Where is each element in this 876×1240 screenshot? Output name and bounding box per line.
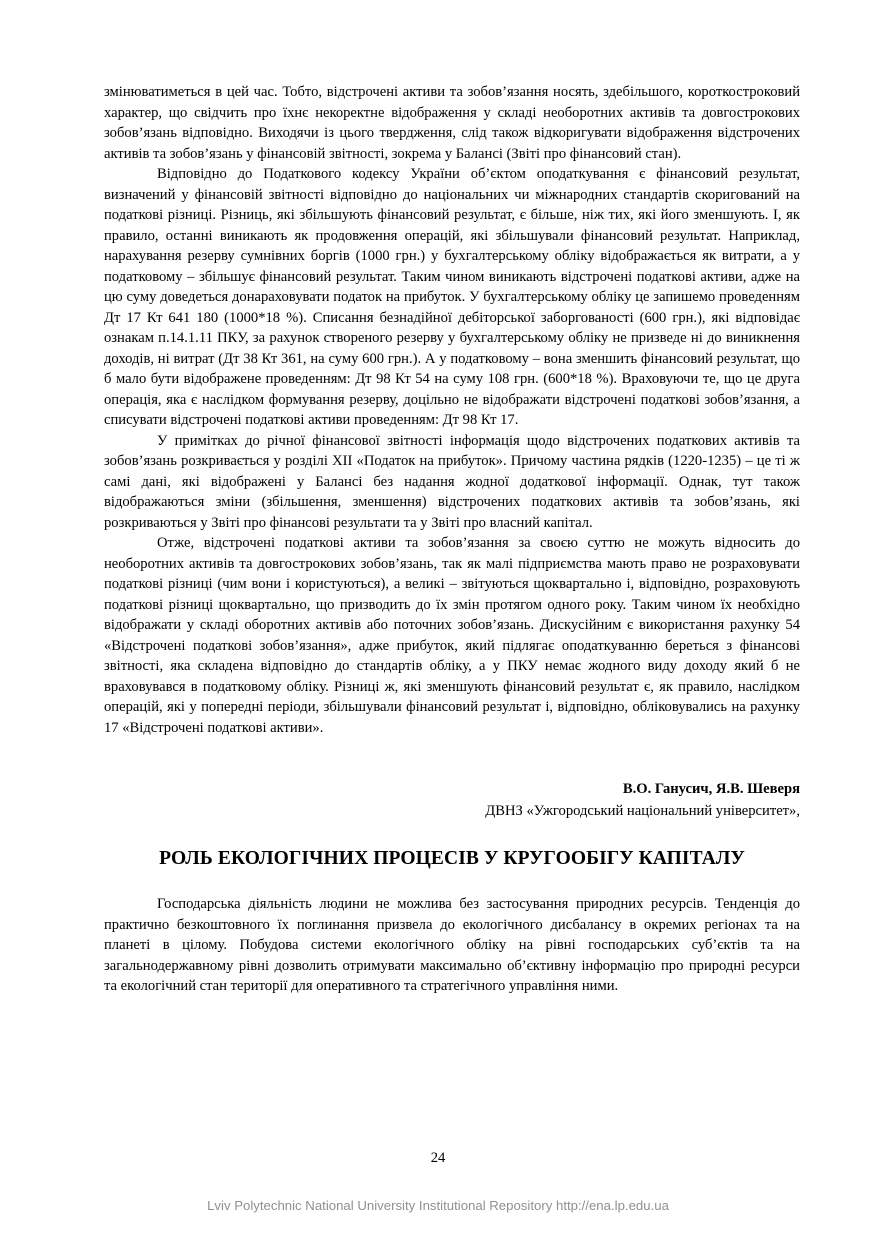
article-paragraph: Господарська діяльність людини не можлива без застосування природних ресурсів. Тенденція до практично безкоштовного їх поглинання призвела до екологічного дисбалансу в окремих регіонах та на планеті в цілому. Побудова системи екологічного обліку на рівні господарських суб’єктів та на загальнодержавному рівні дозволить отримувати максимально об’єктивну інформацію про природні ресурси та екологічний стан території для оперативного та стратегічного управління ними. (104, 896, 800, 994)
page-number: 24 (430, 1150, 446, 1166)
author-block (104, 778, 800, 822)
article-title: РОЛЬ ЕКОЛОГІЧНИХ ПРОЦЕСІВ У КРУГООБІГУ КАПІТАЛУ (159, 848, 745, 869)
author-names: В.О. Ганусич, Я.В. Шеверя (622, 781, 800, 797)
page-body (104, 82, 800, 997)
paragraph-continuation: змінюватиметься в цей час. Тобто, відстрочені активи та зобов’язання носять, здебільшого, короткостроковий характер, що свідчить про їхнє некоректне відображення у складі необоротних активів та довгострокових зобов’язань відповідно. Виходячи із цього твердження, слід також відкоригувати відображення відстрочених активів та зобов’язань у фінансовій звітності, зокрема у Балансі (Звіті про фінансовий стан). (104, 84, 800, 162)
author-affiliation: ДВНЗ «Ужгородський національний університет», (485, 803, 800, 819)
paragraph-notes: У примітках до річної фінансової звітності інформація щодо відстрочених податкових активів та зобов’язань розкривається у розділі ХІІ «Податок на прибуток». Причому частина рядків (1220-1235) – це ті ж самі дані, які відображені у Балансі без надання жодної додаткової інформації. Однак, тут також відображаються зміни (збільшення, зменшення) відстрочених податкових активів та зобов’язань, які розкриваються у Звіті про фінансові результати та у Звіті про власний капітал. (104, 432, 800, 531)
paragraph-conclusion: Отже, відстрочені податкові активи та зобов’язання за своєю суттю не можуть відносить до необоротних активів та довгострокових зобов’язань, так як малі підприємства мають право не розраховувати податкові різниці (чим вони і користуються), а великі – звітуються щоквартально і, відповідно, розраховують податкові різниці щоквартально, що призводить до їх змін протягом одного року. Таким чином їх необхідно відображати у складі оборотних активів або поточних зобов’язань. Дискусійним є використання рахунку 54 «Відстрочені податкові зобов’язання», адже прибуток, який підлягає оподаткуванню береться з фінансові звітності, яка складена відповідно до стандартів обліку, а у ПКУ немає жодного виду доходу який б не враховувався в податковому обліку. Різниці ж, які зменшують фінансовий результат є, як правило, наслідком операцій, які у попередні періоди, збільшували фінансовий результат і, відповідно, обліковувались на рахунку 17 «Відстрочені податкові активи». (104, 535, 800, 736)
repository-footer: Lviv Polytechnic National University Institutional Repository http://ena.lp.edu.ua (207, 1198, 669, 1213)
paragraph-tax-code: Відповідно до Податкового кодексу України об’єктом оподаткування є фінансовий результат, визначений у фінансовій звітності відповідно до національних чи міжнародних стандартів скоригований на податкові різниці. Різниць, які збільшують фінансовий результат, є більше, ніж тих, які його зменшують. І, як правило, останні виникають як продовження операцій, які збільшували фінансовий результат. Наприклад, нарахування резерву сумнівних боргів (1000 грн.) у бухгалтерському обліку відображається як витрати, а у податковому – збільшує фінансовий результат. Таким чином виникають відстрочені податкові активи, адже на цю суму доведеться донараховувати податок на прибуток. У бухгалтерському обліку це запишемо проведенням Дт 17 Кт 641 180 (1000*18 %). Списання безнадійної дебіторської заборгованості (600 грн.), які відповідає ознакам п.14.1.11 ПКУ, за рахунок створеного резерву у бухгалтерському обліку не призведе ні до виникнення доходів, ні витрат (Дт 38 Кт 361, на суму 600 грн.). А у податковому – вона зменшить фінансовий результат, що б мало бути відображене проведенням: Дт 98 Кт 54 на суму 108 грн. (600*18 %). Враховуючи те, що це друга операція, яка є наслідком формування резерву, доцільно не відображати відстрочені податкові зобов’язання, а списувати відстрочені податкові активи проведенням: Дт 98 Кт 17. (104, 166, 800, 428)
